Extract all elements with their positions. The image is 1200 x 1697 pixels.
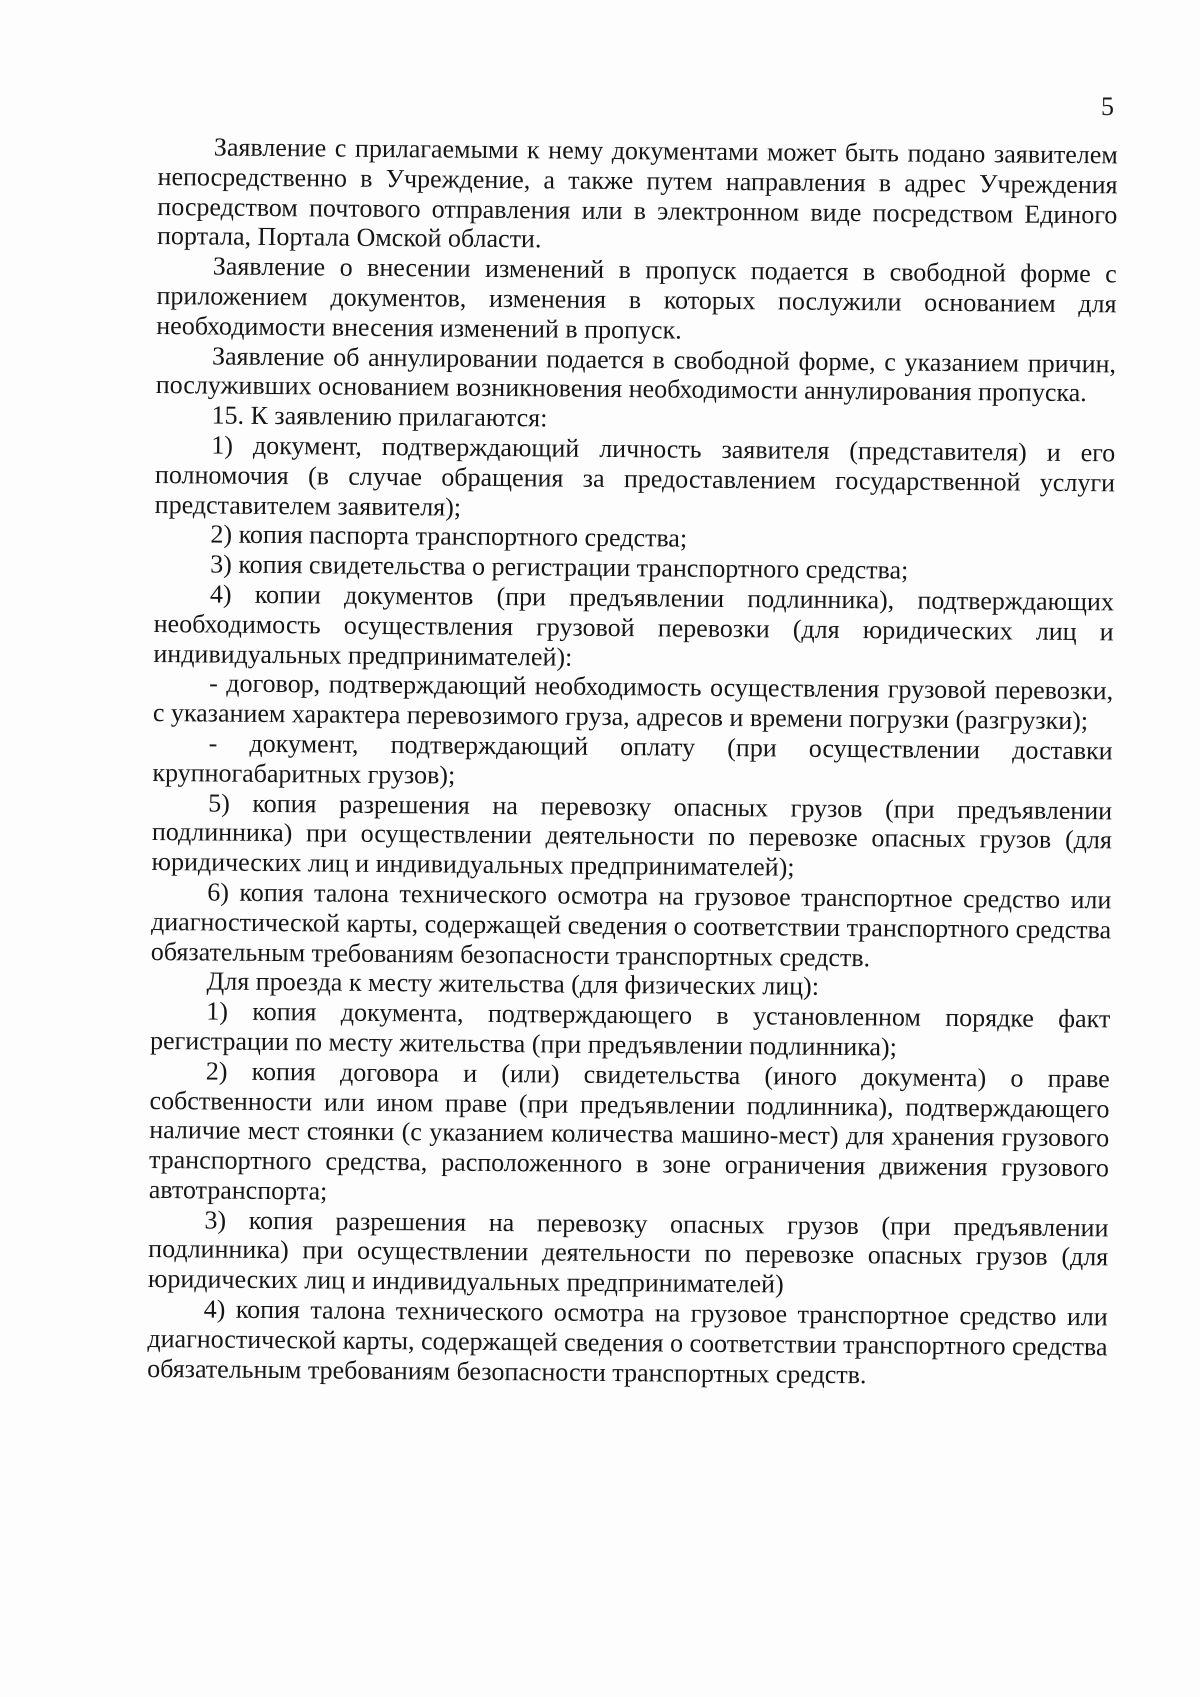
- paragraph: 3) копия свидетельства о регистрации транспортного средства;: [210, 549, 909, 585]
- page-number: 5: [1101, 92, 1114, 121]
- paragraph: Заявление об аннулировании подается в свободной форме, с указанием причин, послуживших основанием возникновения необходимости аннулирования пропуска.: [155, 341, 1117, 408]
- paragraph: 1) документ, подтверждающий личность заявителя (представителя) и его полномочия (в случае обращения за предоставлением государственной услуги представителем заявителя);: [154, 430, 1116, 522]
- paragraph: Для проезда к месту жительства (для физических лиц):: [206, 966, 820, 1002]
- paragraph: 4) копии документов (при предъявлении подлинника), подтверждающих необходимость осуществления грузовой перевозки (для юридических лиц и индивидуальных предпринимателей):: [153, 579, 1115, 672]
- paragraph: 2) копия паспорта транспортного средства;: [210, 519, 688, 553]
- paragraph: 5) копия разрешения на перевозку опасных грузов (при предъявлении подлинника) при осуществлении деятельности по перевозке опасных грузов (для юридических лиц и индивидуальных предпринимателей);: [151, 787, 1113, 882]
- paragraph: 6) копия талона технического осмотра на грузовое транспортное средство или диагностической карты, содержащей сведения о соответствии транспортного средства обязательным требованиям безопасности транспортных средств.: [150, 877, 1112, 972]
- paragraph: 15. К заявлению прилагаются:: [211, 400, 548, 433]
- paragraph: 3) копия разрешения на перевозку опасных грузов (при предъявлении подлинника) при осуществлении деятельности по перевозке опасных грузов (для юридических лиц и индивидуальных предпринимателей): [147, 1205, 1109, 1299]
- paragraph: 2) копия договора и (или) свидетельства (иного документа) о праве собственности или ином праве (при предъявлении подлинника), подтверждающего наличие мест стоянки (с указанием количества машино-мест) для хранения грузового транспортного средства, расположенного в зоне ограничения движения грузового автотранспорта;: [148, 1056, 1110, 1206]
- paragraph: Заявление с прилагаемыми к нему документами может быть подано заявителем непосредственно в Учреждение, а также путем направления в адрес Учреждения посредством почтового отправления или в электронном виде посредством Единого портала, Портала Омской области.: [156, 132, 1118, 254]
- paragraph: Заявление о внесении изменений в пропуск подается в свободной форме с приложением документов, изменения в которых послужили основанием для необходимости внесения изменений в пропуск.: [156, 251, 1117, 345]
- paragraph: - договор, подтверждающий необходимость осуществления грузовой перевозки, с указанием характера перевозимого груза, адресов и времени погрузки (разгрузки);: [152, 668, 1114, 736]
- document-body: [147, 132, 1118, 1392]
- paragraph: 4) копия талона технического осмотра на грузовое транспортное средство или диагностической карты, содержащей сведения о соответствии транспортного средства обязательным требованиям безопасности транспортных средств.: [147, 1294, 1108, 1389]
- paragraph: - документ, подтверждающий оплату (при осуществлении доставки крупногабаритных грузов);: [152, 728, 1113, 790]
- paragraph: 1) копия документа, подтверждающего в установленном порядке факт регистрации по месту жительства (при предъявлении подлинника);: [149, 996, 1111, 1062]
